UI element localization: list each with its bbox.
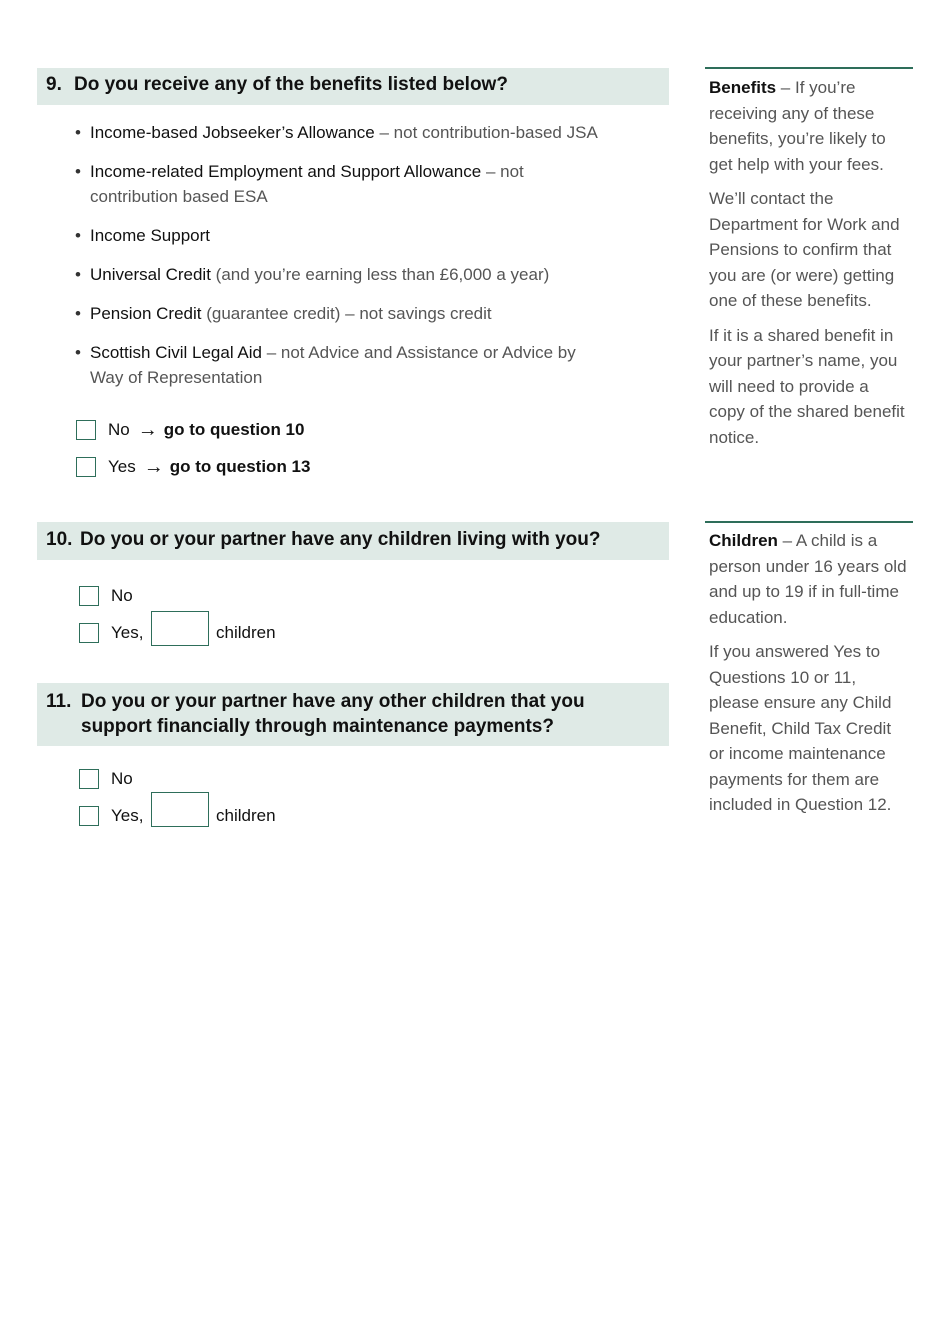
option-label: Yes bbox=[108, 457, 136, 476]
question-number: 11. bbox=[46, 691, 72, 712]
question-title: Do you receive any of the benefits listed below? bbox=[74, 74, 508, 95]
q11-children-label: children bbox=[216, 806, 276, 825]
q11-children-count-input[interactable] bbox=[151, 792, 209, 827]
option-label: Yes, bbox=[111, 623, 144, 642]
arrow-right-icon: → bbox=[137, 419, 158, 441]
q10-children-count-input[interactable] bbox=[151, 611, 209, 646]
q10-yes-option bbox=[79, 623, 143, 643]
benefits-note: Benefits – If you’re receiving any of these benefits, you’re likely to get help with your fees. We’ll contact the Department for Work and Pensions to confirm that you are (or were) getting one of these benefits. If it is a shared benefit in your partner’s name, you will need to provide a copy of the shared benefit notice. bbox=[705, 67, 913, 450]
q11-yes-checkbox[interactable] bbox=[79, 806, 99, 826]
q10-yes-checkbox[interactable] bbox=[79, 623, 99, 643]
question-title: Do you or your partner have any children living with you? bbox=[80, 529, 601, 550]
question-title: Do you or your partner have any other children that you support financially through maintenance payments? bbox=[81, 691, 585, 737]
question-10-heading bbox=[37, 522, 669, 560]
q9-yes-checkbox[interactable] bbox=[76, 457, 96, 477]
children-note: Children – A child is a person under 16 years old and up to 19 if in full-time education. If you answered Yes to Questions 10 or 11, please ensure any Child Benefit, Child Tax Credit or income maintenance payments for them are included in Question 12. bbox=[705, 521, 913, 818]
q11-no-option bbox=[79, 769, 133, 789]
q10-no-checkbox[interactable] bbox=[79, 586, 99, 606]
option-label: No bbox=[111, 586, 133, 605]
q9-no-checkbox[interactable] bbox=[76, 420, 96, 440]
question-number: 9. bbox=[46, 74, 62, 95]
arrow-right-icon: → bbox=[143, 456, 164, 478]
question-11-heading bbox=[37, 683, 669, 746]
option-label: No bbox=[108, 420, 130, 439]
q10-no-option bbox=[79, 586, 133, 606]
question-9-heading bbox=[37, 68, 669, 105]
q11-yes-option bbox=[79, 806, 143, 826]
option-label: No bbox=[111, 769, 133, 788]
option-label: Yes, bbox=[111, 806, 144, 825]
goto-instruction: go to question 13 bbox=[169, 457, 311, 476]
q9-yes-option bbox=[76, 457, 310, 477]
question-number: 10. bbox=[46, 529, 73, 550]
note-heading: Benefits bbox=[709, 78, 777, 97]
q10-children-label: children bbox=[216, 623, 276, 642]
note-heading: Children bbox=[709, 531, 778, 550]
q9-no-option bbox=[76, 420, 304, 440]
q11-no-checkbox[interactable] bbox=[79, 769, 99, 789]
goto-instruction: go to question 10 bbox=[163, 420, 305, 439]
